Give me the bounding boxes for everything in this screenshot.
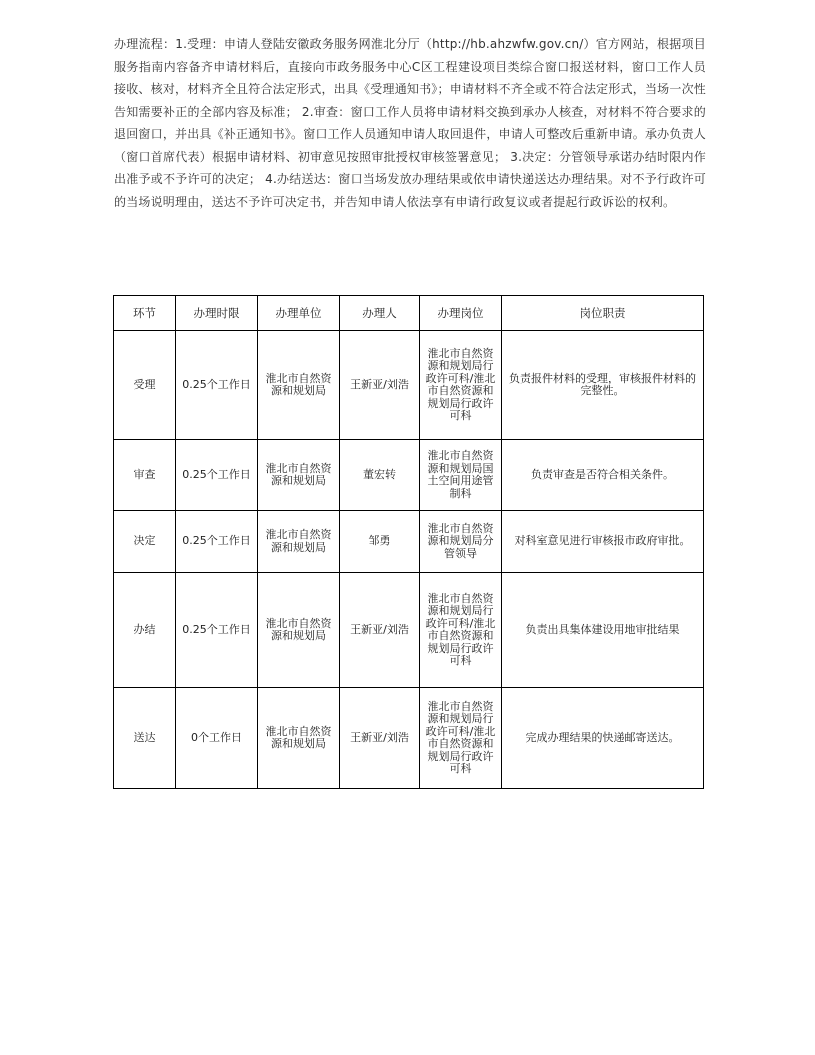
header-stage: 环节 (114, 296, 176, 331)
header-handler: 办理人 (340, 296, 420, 331)
cell-unit: 淮北市自然资源和规划局 (258, 688, 340, 789)
process-description: 办理流程：1.受理：申请人登陆安徽政务服务网淮北分厅（http://hb.ahzwfw.gov.cn/）官方网站，根据项目服务指南内容备齐申请材料后，直接向市政务服务中心C区工程建设项目类综合窗口报送材料，窗口工作人员接收、核对，材料齐全且符合法定形式，出具《受理通知书》；申请材料不齐全或不符合法定形式，当场一次性告知需要补正的全部内容及标准； 2.审查：窗口工作人员将申请材料交换到承办人核查，对材料不符合要求的退回窗口，并出具《补正通知书》。窗口工作人员通知申请人取回退件，申请人可整改后重新申请。承办负责人（窗口首席代表）根据申请材料、初审意见按照审批授权审核签署意见； 3.决定：分管领导承诺办结时限内作出准予或不予许可的决定； 4.办结送达：窗口当场发放办理结果或依申请快递送达办理结果。对不予行政许可的当场说明理由，送达不予许可决定书，并告知申请人依法享有申请行政复议或者提起行政诉讼的权利。 (114, 37, 706, 209)
cell-time-limit: 0.25个工作日 (176, 573, 258, 688)
cell-time-limit: 0.25个工作日 (176, 511, 258, 573)
cell-time-limit: 0.25个工作日 (176, 440, 258, 511)
cell-stage: 送达 (114, 688, 176, 789)
cell-stage: 受理 (114, 331, 176, 440)
cell-time-limit: 0个工作日 (176, 688, 258, 789)
header-post: 办理岗位 (420, 296, 502, 331)
cell-post: 淮北市自然资源和规划局行政许可科/淮北市自然资源和规划局行政许可科 (420, 331, 502, 440)
table-row (114, 331, 704, 440)
header-time-limit: 办理时限 (176, 296, 258, 331)
cell-handler: 王新亚/刘浩 (340, 573, 420, 688)
cell-duty: 负责出具集体建设用地审批结果 (502, 573, 704, 688)
process-table (113, 295, 704, 789)
cell-unit: 淮北市自然资源和规划局 (258, 511, 340, 573)
cell-unit: 淮北市自然资源和规划局 (258, 440, 340, 511)
cell-duty: 对科室意见进行审核报市政府审批。 (502, 511, 704, 573)
cell-stage: 审查 (114, 440, 176, 511)
header-unit: 办理单位 (258, 296, 340, 331)
cell-duty: 负责报件材料的受理，审核报件材料的完整性。 (502, 331, 704, 440)
cell-unit: 淮北市自然资源和规划局 (258, 331, 340, 440)
cell-post: 淮北市自然资源和规划局分管领导 (420, 511, 502, 573)
cell-stage: 决定 (114, 511, 176, 573)
cell-post: 淮北市自然资源和规划局行政许可科/淮北市自然资源和规划局行政许可科 (420, 573, 502, 688)
table-row (114, 511, 704, 573)
cell-duty: 完成办理结果的快递邮寄送达。 (502, 688, 704, 789)
cell-handler: 王新亚/刘浩 (340, 688, 420, 789)
cell-handler: 王新亚/刘浩 (340, 331, 420, 440)
header-duty: 岗位职责 (502, 296, 704, 331)
table-row (114, 440, 704, 511)
cell-stage: 办结 (114, 573, 176, 688)
cell-duty: 负责审查是否符合相关条件。 (502, 440, 704, 511)
cell-handler: 邹勇 (340, 511, 420, 573)
table-header-row (114, 296, 704, 331)
table-row (114, 688, 704, 789)
cell-post: 淮北市自然资源和规划局行政许可科/淮北市自然资源和规划局行政许可科 (420, 688, 502, 789)
cell-handler: 董宏转 (340, 440, 420, 511)
cell-post: 淮北市自然资源和规划局国土空间用途管制科 (420, 440, 502, 511)
table-row (114, 573, 704, 688)
cell-unit: 淮北市自然资源和规划局 (258, 573, 340, 688)
cell-time-limit: 0.25个工作日 (176, 331, 258, 440)
